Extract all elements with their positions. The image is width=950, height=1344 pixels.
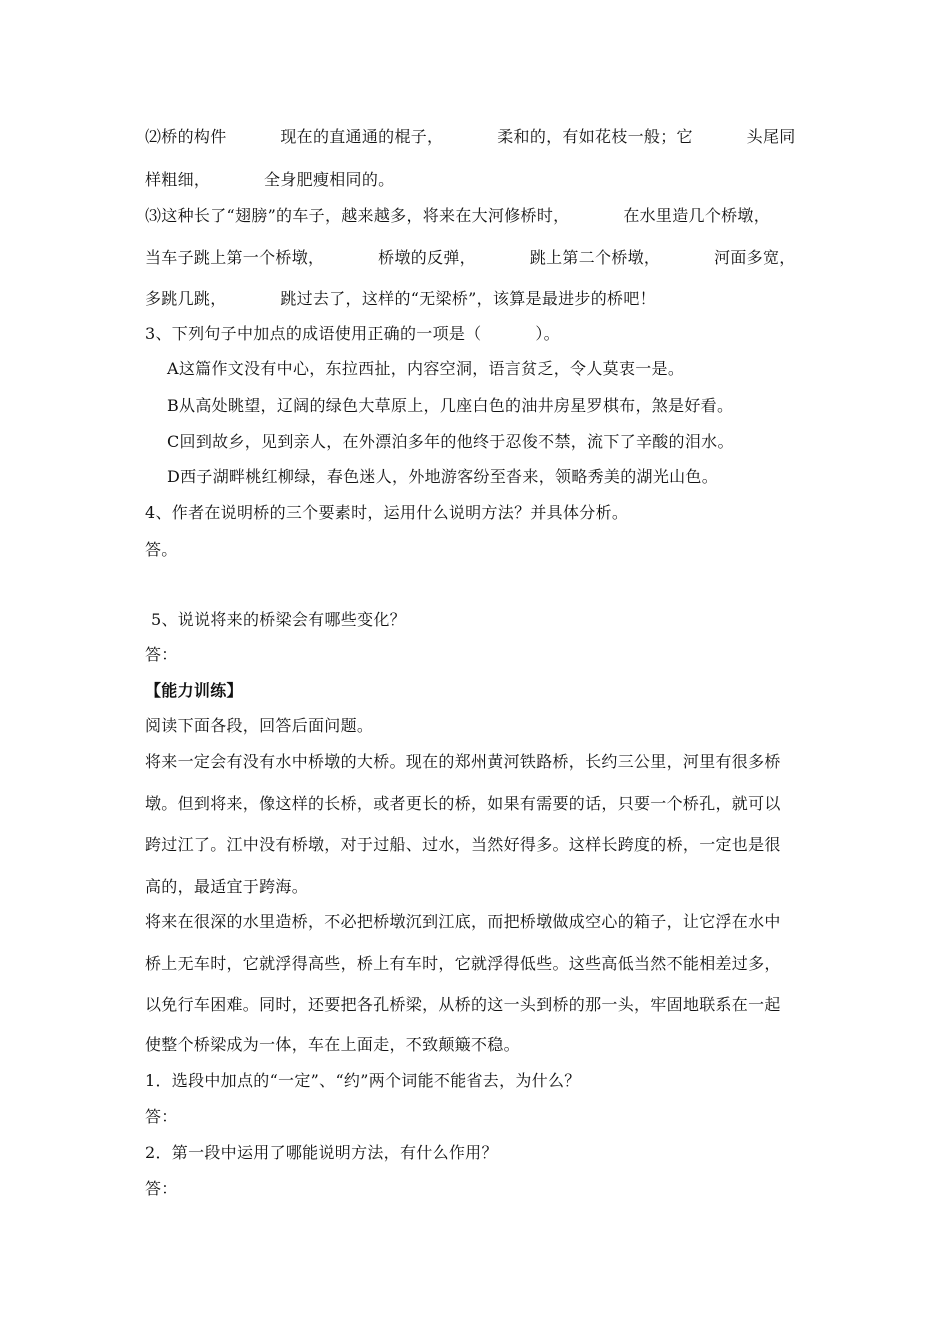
q2-line-3: ⑶这种长了“翅膀”的车子，越来越多，将来在大河修桥时， 在水里造几个桥墩， [145, 206, 771, 225]
section-title: 【能力训练】 [145, 681, 243, 700]
passage-1-line: 将来一定会有没有水中桥墩的大桥。现在的郑州黄河铁路桥，长约三公里，河里有很多桥 [145, 752, 781, 771]
q4-answer: 答。 [145, 540, 178, 559]
q3-stem: 3、下列句子中加点的成语使用正确的一项是（ ）。 [145, 324, 560, 343]
q3-option-a: A这篇作文没有中心，东拉西扯，内容空洞，语言贫乏，令人莫衷一是。 [167, 359, 685, 378]
q3-option-d: D西子湖畔桃红柳绿，春色迷人，外地游客纷至沓来，领略秀美的湖光山色。 [167, 467, 719, 486]
passage-2-line: 将来在很深的水里造桥，不必把桥墩沉到江底，而把桥墩做成空心的箱子，让它浮在水中 [145, 912, 781, 931]
passage-2-line: 桥上无车时，它就浮得高些，桥上有车时，它就浮得低些。这些高低当然不能相差过多， [145, 954, 781, 973]
q2-line-4: 当车子跳上第一个桥墩， 桥墩的反弹， 跳上第二个桥墩， 河面多宽， [145, 248, 796, 267]
q2-line-1: ⑵桥的构件 现在的直通通的棍子， 柔和的，有如花枝一般；它 头尾同 [145, 127, 796, 146]
passage-1-line: 高的，最适宜于跨海。 [145, 877, 309, 896]
q3-option-b: B从高处眺望，辽阔的绿色大草原上，几座白色的油井房星罗棋布，煞是好看。 [167, 396, 734, 415]
sub-question-2-stem: 2．第一段中运用了哪能说明方法，有什么作用？ [145, 1143, 498, 1162]
q2-line-2: 样粗细， 全身肥瘦相同的。 [145, 170, 395, 189]
passage-2-line: 以免行车困难。同时，还要把各孔桥梁，从桥的这一头到桥的那一头，牢固地联系在一起 [145, 995, 781, 1014]
sub-question-1-stem: 1．选段中加点的“一定”、“约”两个词能不能省去，为什么？ [145, 1071, 581, 1090]
q2-line-5: 多跳几跳， 跳过去了，这样的“无梁桥”，该算是最进步的桥吧！ [145, 289, 656, 308]
section-instruction: 阅读下面各段，回答后面问题。 [145, 716, 374, 735]
q3-option-c: C回到故乡，见到亲人，在外漂泊多年的他终于忍俊不禁，流下了辛酸的泪水。 [167, 432, 734, 451]
passage-1-line: 墩。但到将来，像这样的长桥，或者更长的桥，如果有需要的话，只要一个桥孔，就可以 [145, 794, 781, 813]
q4-stem: 4、作者在说明桥的三个要素时，运用什么说明方法？并具体分析。 [145, 503, 629, 522]
passage-1-line: 跨过江了。江中没有桥墩，对于过船、过水，当然好得多。这样长跨度的桥，一定也是很 [145, 835, 781, 854]
passage-2-line: 使整个桥梁成为一体，车在上面走，不致颠簸不稳。 [145, 1035, 520, 1054]
q5-stem: 5、说说将来的桥梁会有哪些变化？ [151, 610, 406, 629]
sub-question-1-answer: 答： [145, 1107, 178, 1126]
q5-answer: 答： [145, 645, 178, 664]
sub-question-2-answer: 答： [145, 1179, 178, 1198]
